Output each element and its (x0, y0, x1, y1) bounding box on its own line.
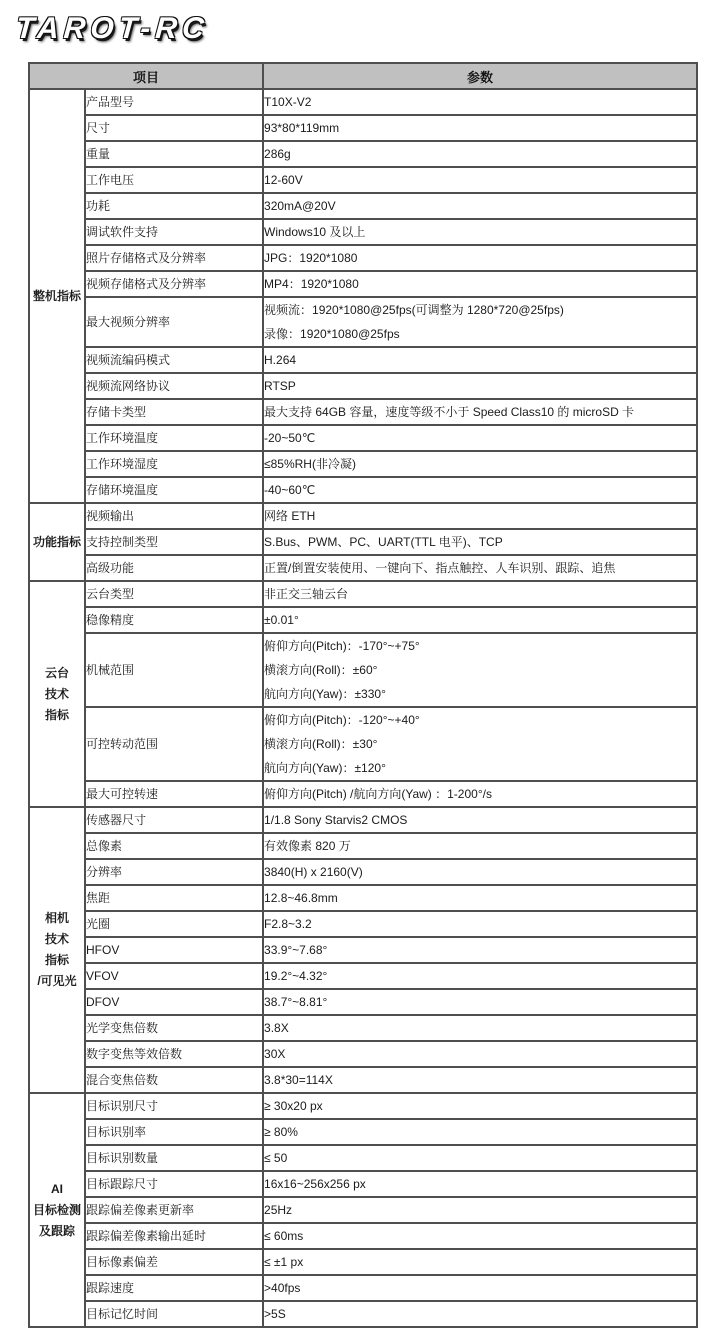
spec-item-cell: 稳像精度 (85, 607, 263, 633)
spec-table-body (29, 89, 697, 1327)
table-row (29, 245, 697, 271)
spec-item-cell: 焦距 (85, 885, 263, 911)
spec-value-cell (263, 1067, 697, 1093)
spec-value-cell (263, 1093, 697, 1119)
spec-value-line: 横滚方向(Roll)：±30° (264, 737, 378, 751)
spec-value-cell (263, 89, 697, 115)
table-row (29, 859, 697, 885)
spec-value-cell (263, 1171, 697, 1197)
spec-item-cell: 目标识别率 (85, 1119, 263, 1145)
spec-item-cell: 分辨率 (85, 859, 263, 885)
spec-value-cell (263, 911, 697, 937)
table-row (29, 707, 697, 781)
table-row (29, 781, 697, 807)
table-row (29, 373, 697, 399)
spec-table (28, 62, 698, 1328)
spec-value-line: JPG：1920*1080 (264, 251, 358, 265)
spec-value-line: -20~50℃ (264, 431, 316, 445)
spec-value-line: ≤ ±1 px (264, 1255, 304, 1269)
spec-value-line: ≤ 60ms (264, 1229, 304, 1243)
group-label-cell (29, 89, 85, 503)
spec-item-cell: 跟踪偏差像素输出延时 (85, 1223, 263, 1249)
table-row (29, 1301, 697, 1327)
spec-value-line: 33.9°~7.68° (264, 943, 328, 957)
spec-value-cell (263, 193, 697, 219)
spec-item-cell: 跟踪偏差像素更新率 (85, 1197, 263, 1223)
spec-value-line: F2.8~3.2 (264, 917, 312, 931)
spec-item-cell: 功耗 (85, 193, 263, 219)
spec-value-line: 16x16~256x256 px (264, 1177, 366, 1191)
spec-item-cell: 目标识别尺寸 (85, 1093, 263, 1119)
spec-value-cell (263, 989, 697, 1015)
spec-value-line: 视频流：1920*1080@25fps(可调整为 1280*720@25fps) (264, 303, 564, 317)
spec-item-cell: 重量 (85, 141, 263, 167)
table-row (29, 219, 697, 245)
table-row (29, 297, 697, 347)
spec-value-cell (263, 167, 697, 193)
group-label-line: 相机 (44, 911, 69, 925)
spec-value-line: ≤ 50 (264, 1151, 288, 1165)
table-row (29, 581, 697, 607)
column-header-item: 项目 (29, 63, 263, 89)
spec-value-line: 3.8*30=114X (264, 1073, 333, 1087)
spec-value-cell (263, 115, 697, 141)
group-label-line: 云台 (44, 665, 69, 680)
spec-item-cell: 尺寸 (85, 115, 263, 141)
group-label-cell (29, 1093, 85, 1327)
spec-value-cell (263, 1015, 697, 1041)
spec-value-line: 3840(H) x 2160(V) (264, 865, 363, 879)
spec-item-cell: 视频流网络协议 (85, 373, 263, 399)
table-row (29, 399, 697, 425)
spec-value-cell (263, 1223, 697, 1249)
group-label-line: 及跟踪 (38, 1223, 75, 1238)
table-row (29, 911, 697, 937)
spec-value-line: H.264 (264, 353, 297, 367)
spec-item-cell: 工作环境湿度 (85, 451, 263, 477)
table-row (29, 555, 697, 581)
spec-item-cell: 产品型号 (85, 89, 263, 115)
spec-item-cell: 跟踪速度 (85, 1275, 263, 1301)
table-row (29, 607, 697, 633)
spec-value-line: 有效像素 820 万 (264, 839, 351, 853)
spec-item-cell: 最大视频分辨率 (85, 297, 263, 347)
table-row (29, 1119, 697, 1145)
table-row (29, 1275, 697, 1301)
spec-item-cell: 光学变焦倍数 (85, 1015, 263, 1041)
spec-value-cell (263, 1197, 697, 1223)
spec-value-cell (263, 1301, 697, 1327)
spec-value-cell (263, 219, 697, 245)
spec-value-cell (263, 1249, 697, 1275)
spec-value-cell (263, 555, 697, 581)
spec-value-line: 航向方向(Yaw)：±120° (264, 761, 386, 775)
spec-item-cell: 视频流编码模式 (85, 347, 263, 373)
spec-value-cell (263, 833, 697, 859)
group-label-line: 功能指标 (32, 534, 81, 549)
spec-item-cell: 调试软件支持 (85, 219, 263, 245)
spec-value-line: 最大支持 64GB 容量，速度等级不小于 Speed Class10 的 microSD 卡 (264, 405, 635, 419)
spec-value-cell (263, 477, 697, 503)
spec-value-line: S.Bus、PWM、PC、UART(TTL 电平)、TCP (264, 535, 503, 549)
group-label-line: 目标检测 (32, 1202, 81, 1217)
spec-value-cell (263, 141, 697, 167)
spec-value-line: 正置/倒置安装使用、一键向下、指点触控、人车识别、跟踪、追焦 (264, 561, 616, 575)
spec-value-line: 1/1.8 Sony Starvis2 CMOS (264, 813, 408, 827)
table-row (29, 193, 697, 219)
spec-value-line: 俯仰方向(Pitch) /航向方向(Yaw) ：1-200°/s (264, 787, 492, 801)
spec-item-cell: 最大可控转速 (85, 781, 263, 807)
table-row (29, 529, 697, 555)
spec-table-header (29, 63, 697, 89)
spec-value-line: 录像：1920*1080@25fps (264, 327, 400, 341)
group-label-line: AI (51, 1181, 63, 1196)
spec-value-line: 12-60V (264, 173, 303, 187)
group-label-line: 技术 (44, 932, 69, 946)
spec-value-line: 30X (264, 1047, 286, 1061)
spec-value-cell (263, 607, 697, 633)
spec-item-cell: 工作电压 (85, 167, 263, 193)
spec-value-line: 3.8X (264, 1021, 289, 1035)
spec-value-line: 俯仰方向(Pitch)：-170°~+75° (264, 639, 420, 653)
spec-value-cell (263, 1275, 697, 1301)
table-row (29, 937, 697, 963)
spec-value-cell (263, 399, 697, 425)
spec-value-line: 网络 ETH (264, 509, 316, 523)
spec-item-cell: VFOV (85, 963, 263, 989)
spec-value-cell (263, 1119, 697, 1145)
column-header-param: 参数 (263, 63, 697, 89)
spec-value-cell (263, 1041, 697, 1067)
table-row (29, 1197, 697, 1223)
spec-value-line: MP4：1920*1080 (264, 277, 359, 291)
spec-value-cell (263, 781, 697, 807)
spec-value-cell (263, 937, 697, 963)
spec-value-cell (263, 1145, 697, 1171)
spec-value-cell (263, 633, 697, 707)
spec-item-cell: 光圈 (85, 911, 263, 937)
spec-item-cell: 目标跟踪尺寸 (85, 1171, 263, 1197)
spec-value-line: 航向方向(Yaw)：±330° (264, 687, 386, 701)
spec-item-cell: 照片存储格式及分辨率 (85, 245, 263, 271)
table-row (29, 425, 697, 451)
spec-value-line: T10X-V2 (264, 95, 312, 109)
group-label-line: 整机指标 (32, 288, 81, 303)
spec-value-line: ≤85%RH(非冷凝) (264, 457, 356, 471)
spec-value-cell (263, 347, 697, 373)
spec-value-line: Windows10 及以上 (264, 225, 366, 239)
table-row (29, 885, 697, 911)
table-row (29, 451, 697, 477)
table-row (29, 1067, 697, 1093)
spec-value-cell (263, 425, 697, 451)
spec-value-line: 19.2°~4.32° (264, 969, 328, 983)
table-row (29, 633, 697, 707)
spec-item-cell: 存储环境温度 (85, 477, 263, 503)
spec-value-line: >40fps (264, 1281, 301, 1295)
table-row (29, 1093, 697, 1119)
spec-value-line: RTSP (264, 379, 296, 393)
group-label-cell (29, 807, 85, 1093)
spec-value-cell (263, 885, 697, 911)
spec-value-cell (263, 859, 697, 885)
group-label-line: 技术 (44, 686, 69, 701)
spec-value-line: ±0.01° (264, 613, 299, 627)
tarot-rc-logo: TAROT-RC (14, 12, 210, 45)
spec-item-cell: DFOV (85, 989, 263, 1015)
table-row (29, 271, 697, 297)
table-row (29, 1249, 697, 1275)
table-row (29, 1171, 697, 1197)
table-row (29, 1223, 697, 1249)
spec-item-cell: 总像素 (85, 833, 263, 859)
spec-value-cell (263, 963, 697, 989)
spec-value-line: 38.7°~8.81° (264, 995, 328, 1009)
table-row (29, 141, 697, 167)
spec-item-cell: HFOV (85, 937, 263, 963)
spec-item-cell: 机械范围 (85, 633, 263, 707)
table-row (29, 989, 697, 1015)
spec-value-cell (263, 451, 697, 477)
spec-item-cell: 视频输出 (85, 503, 263, 529)
group-label-cell (29, 581, 85, 807)
table-row (29, 833, 697, 859)
spec-value-line: 横滚方向(Roll)：±60° (264, 663, 378, 677)
header-row (29, 63, 697, 89)
spec-item-cell: 视频存储格式及分辨率 (85, 271, 263, 297)
table-row (29, 1041, 697, 1067)
group-label-line: 指标 (44, 707, 69, 722)
spec-value-line: 93*80*119mm (264, 121, 340, 135)
table-row (29, 1145, 697, 1171)
table-row (29, 807, 697, 833)
spec-value-cell (263, 707, 697, 781)
spec-value-line: ≥ 30x20 px (264, 1099, 323, 1113)
spec-value-cell (263, 529, 697, 555)
spec-value-line: -40~60℃ (264, 483, 316, 497)
spec-value-cell (263, 581, 697, 607)
spec-value-cell (263, 807, 697, 833)
spec-value-line: 12.8~46.8mm (264, 891, 338, 905)
spec-item-cell: 目标记忆时间 (85, 1301, 263, 1327)
spec-item-cell: 目标像素偏差 (85, 1249, 263, 1275)
spec-value-line: 25Hz (264, 1203, 293, 1217)
spec-item-cell: 目标识别数量 (85, 1145, 263, 1171)
table-row (29, 89, 697, 115)
group-label-line: /可见光 (37, 974, 77, 988)
spec-value-line: 非正交三轴云台 (264, 587, 349, 601)
spec-value-line: >5S (264, 1307, 286, 1321)
spec-value-cell (263, 245, 697, 271)
spec-item-cell: 工作环境温度 (85, 425, 263, 451)
spec-value-line: 286g (264, 147, 291, 161)
spec-value-cell (263, 373, 697, 399)
spec-item-cell: 数字变焦等效倍数 (85, 1041, 263, 1067)
spec-item-cell: 可控转动范围 (85, 707, 263, 781)
spec-value-line: 俯仰方向(Pitch)：-120°~+40° (264, 713, 420, 727)
spec-item-cell: 混合变焦倍数 (85, 1067, 263, 1093)
table-row (29, 963, 697, 989)
spec-value-cell (263, 297, 697, 347)
spec-value-cell (263, 503, 697, 529)
spec-item-cell: 云台类型 (85, 581, 263, 607)
table-row (29, 477, 697, 503)
spec-item-cell: 高级功能 (85, 555, 263, 581)
table-row (29, 347, 697, 373)
table-row (29, 167, 697, 193)
table-row (29, 503, 697, 529)
spec-item-cell: 支持控制类型 (85, 529, 263, 555)
spec-value-line: 320mA@20V (264, 199, 336, 213)
spec-value-line: ≥ 80% (264, 1125, 298, 1139)
spec-item-cell: 传感器尺寸 (85, 807, 263, 833)
table-row (29, 115, 697, 141)
table-row (29, 1015, 697, 1041)
group-label-line: 指标 (44, 953, 69, 967)
group-label-cell (29, 503, 85, 581)
spec-value-cell (263, 271, 697, 297)
spec-item-cell: 存储卡类型 (85, 399, 263, 425)
